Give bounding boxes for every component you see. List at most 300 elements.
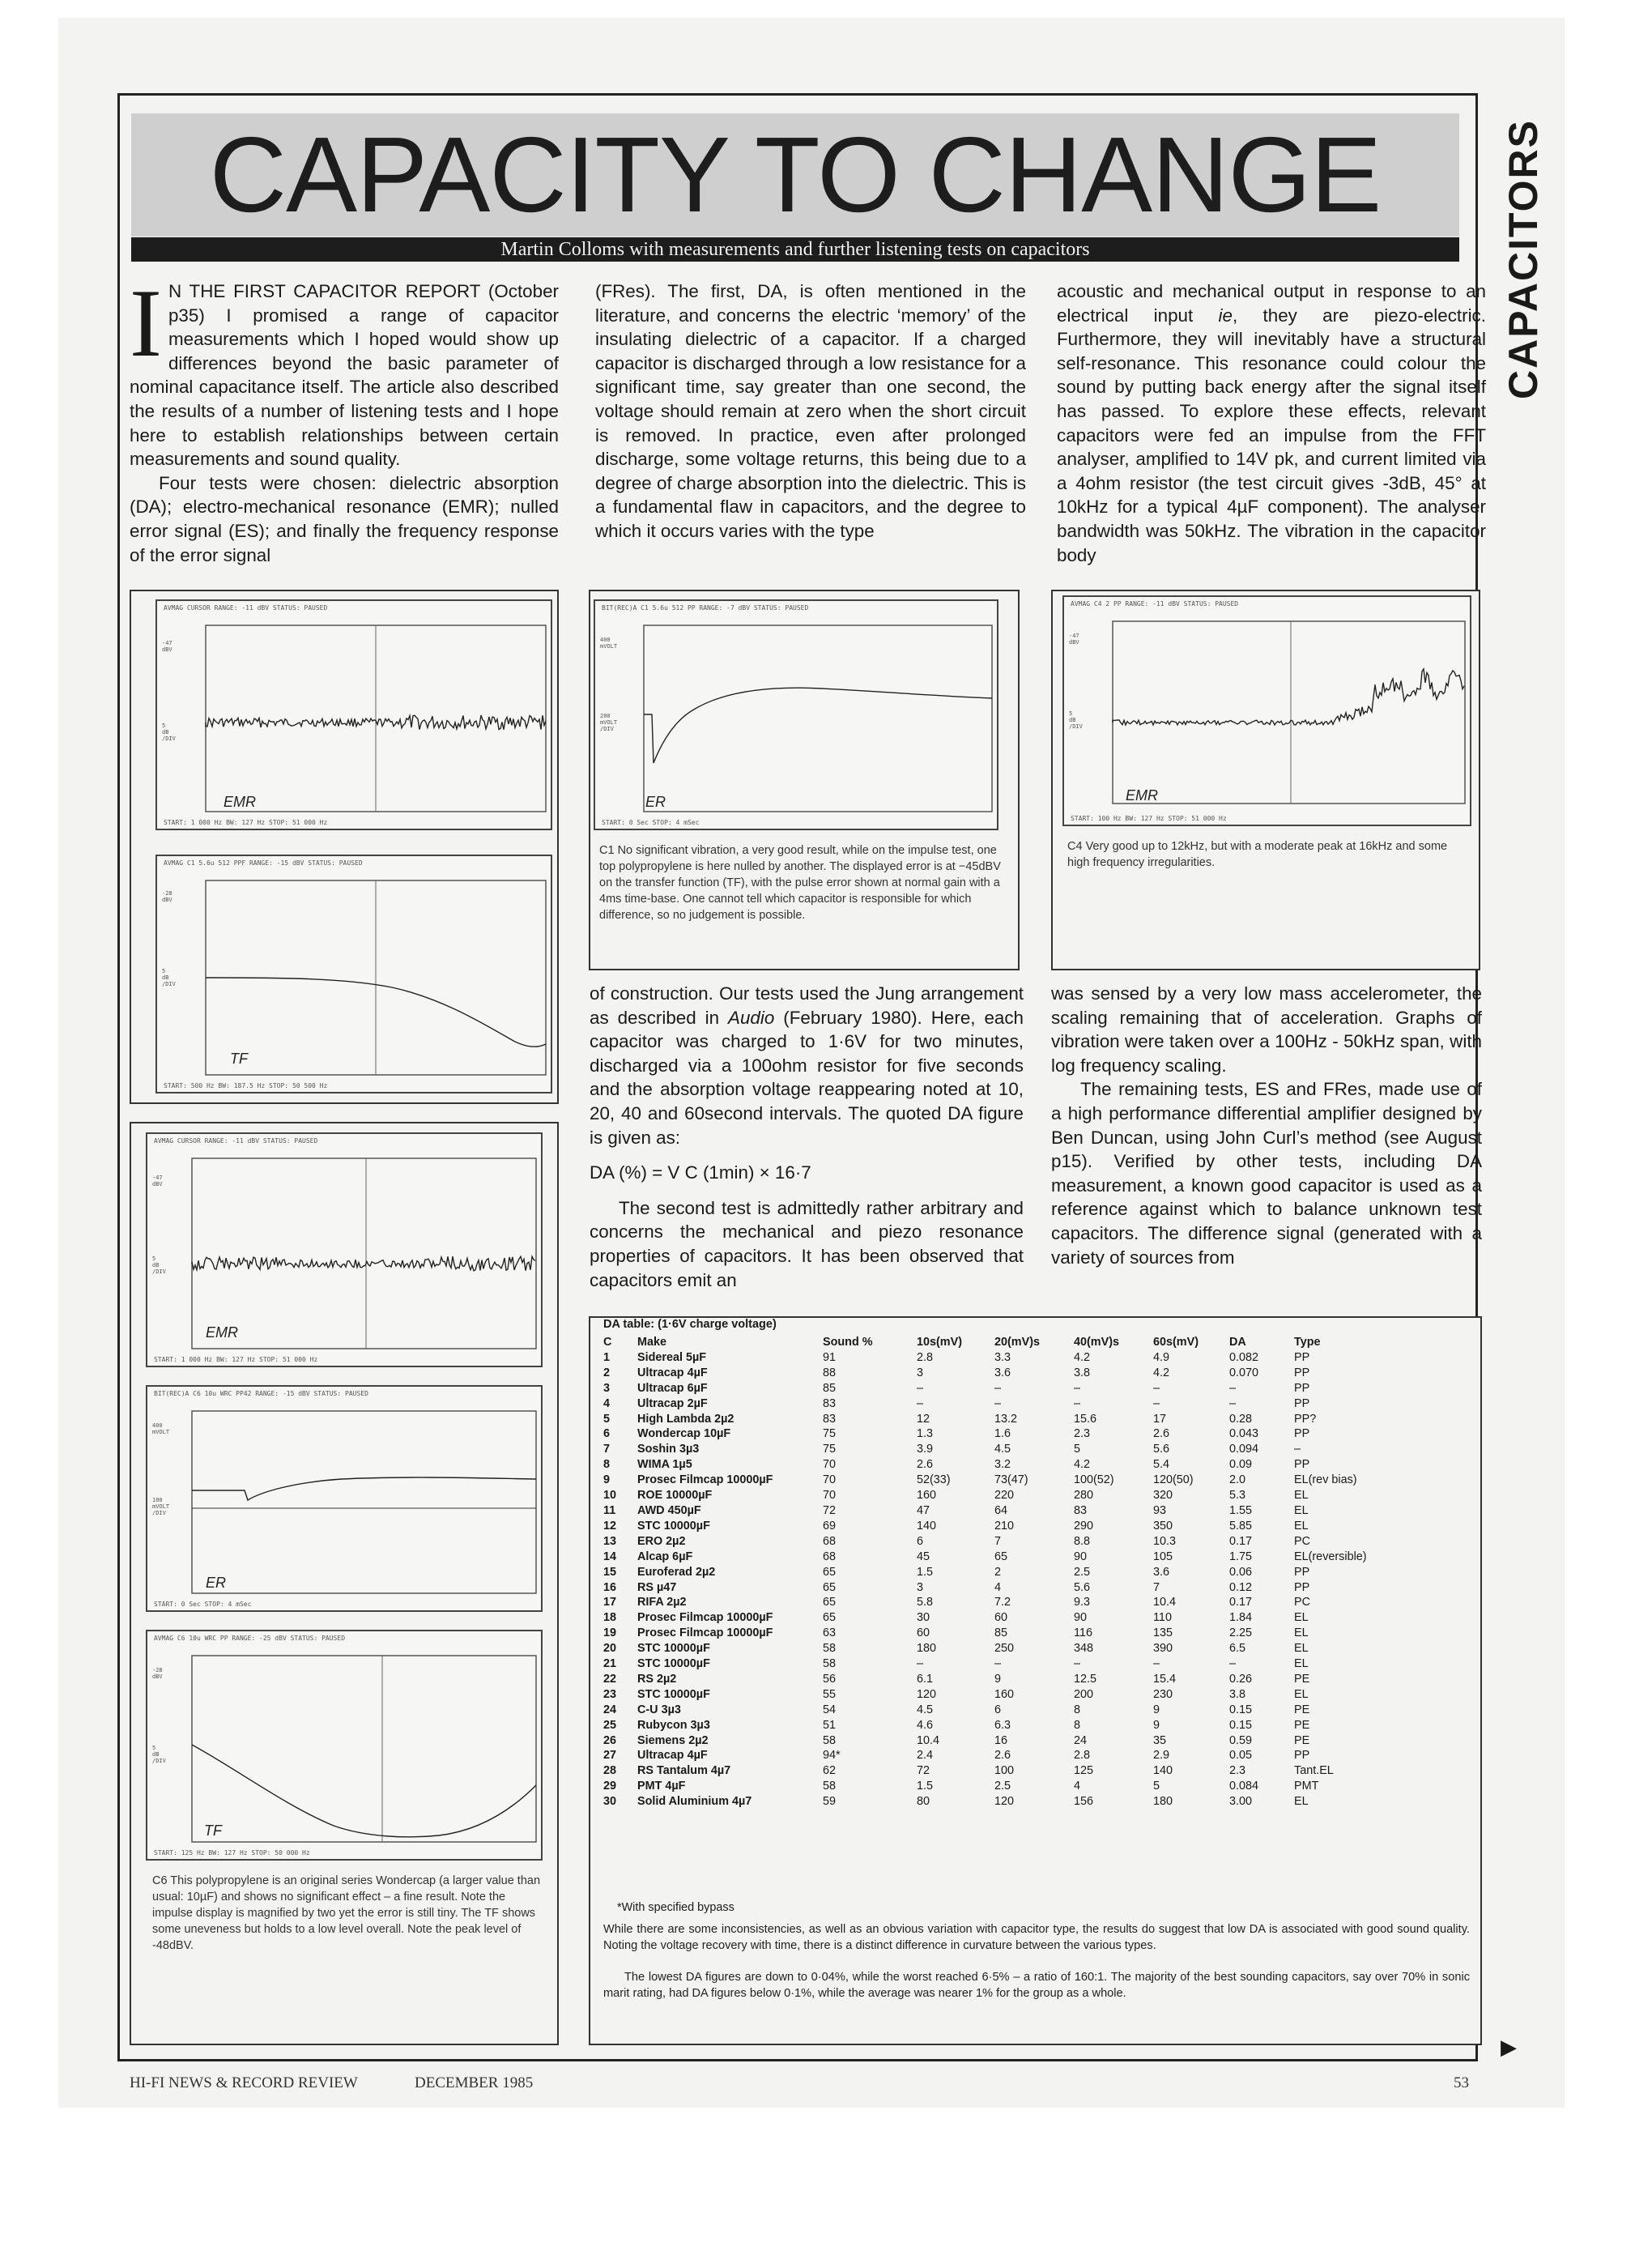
- footer-date: DECEMBER 1985: [415, 2074, 534, 2091]
- table-cell: 200: [1074, 1687, 1094, 1701]
- scope-emr-top-left: AVMAG CURSOR RANGE: -11 dBV STATUS: PAUSED -47 dBV 5 dB /DIV EMR START: 1 000 Hz BW: 127 Hz STOP: 51 000 Hz: [155, 599, 552, 830]
- table-cell: 4: [994, 1580, 1002, 1594]
- table-cell: PP: [1294, 1396, 1310, 1410]
- table-cell: 10: [603, 1489, 617, 1503]
- table-header-cell: 10s(mV): [917, 1336, 962, 1349]
- table-cell: –: [1229, 1381, 1237, 1395]
- table-cell-make: ERO 2µ2: [637, 1534, 686, 1548]
- table-cell: 54: [823, 1703, 837, 1716]
- table-cell: 60: [994, 1611, 1008, 1625]
- table-cell: 15.6: [1074, 1412, 1097, 1426]
- table-cell: 10.4: [917, 1733, 940, 1747]
- table-cell-make: PMT 4µF: [637, 1780, 686, 1793]
- table-cell: PC: [1294, 1534, 1310, 1548]
- table-header-cell: C: [603, 1336, 612, 1349]
- table-cell-make: Wondercap 10µF: [637, 1427, 731, 1441]
- table-cell: 220: [994, 1489, 1015, 1503]
- table-cell: –: [994, 1381, 1002, 1395]
- table-cell: 5: [1153, 1780, 1160, 1793]
- footer-page-number: 53: [1454, 2074, 1469, 2091]
- table-cell: 1.75: [1229, 1550, 1253, 1563]
- table-cell: 65: [823, 1596, 837, 1609]
- table-cell: 5.3: [1229, 1489, 1246, 1503]
- table-cell: 83: [823, 1412, 837, 1426]
- table-cell: 140: [917, 1519, 937, 1533]
- table-cell: 12.5: [1074, 1672, 1097, 1686]
- table-cell: 4: [1074, 1780, 1081, 1793]
- table-cell: 7: [994, 1534, 1002, 1548]
- table-cell-make: RIFA 2µ2: [637, 1596, 687, 1609]
- scope-trace-label: EMR: [1126, 787, 1158, 804]
- paragraph: The second test is admittedly rather arbitrary and concerns the mechanical and piezo resonance properties of capacitors. It has been observed that capacitors emit an: [590, 1197, 1024, 1290]
- table-cell: 3: [917, 1366, 924, 1379]
- table-row: [603, 1595, 1419, 1610]
- table-row: [603, 1381, 1419, 1396]
- table-row: [603, 1626, 1419, 1641]
- table-cell: EL(reversible): [1294, 1550, 1367, 1563]
- scope-tf-top-left: AVMAG C1 5.6u 512 PPF RANGE: -15 dBV STATUS: PAUSED -28 dBV 5 dB /DIV TF START: 500 Hz BW: 187.5 Hz STOP: 50 500 Hz: [155, 855, 552, 1094]
- table-cell: EL: [1294, 1489, 1309, 1503]
- table-row: [603, 1733, 1419, 1749]
- table-cell: 58: [823, 1780, 837, 1793]
- table-cell: 1.6: [994, 1427, 1011, 1441]
- table-header-cell: Type: [1294, 1336, 1321, 1349]
- table-cell: 85: [994, 1626, 1008, 1640]
- table-cell: 180: [1153, 1795, 1173, 1809]
- table-cell-make: STC 10000µF: [637, 1642, 710, 1656]
- table-header-cell: Sound %: [823, 1336, 873, 1349]
- table-cell: 2.3: [1229, 1764, 1246, 1778]
- table-cell: 55: [823, 1687, 837, 1701]
- table-cell-make: STC 10000µF: [637, 1657, 710, 1671]
- intro-paragraph: [130, 269, 559, 471]
- table-row: [603, 1426, 1419, 1442]
- table-row: [603, 1396, 1419, 1412]
- table-cell: 70: [823, 1458, 837, 1472]
- table-cell: PP: [1294, 1350, 1310, 1364]
- table-cell: 120(50): [1153, 1473, 1194, 1487]
- table-cell: 280: [1074, 1489, 1094, 1503]
- table-cell: 88: [823, 1366, 837, 1379]
- table-cell-make: ROE 10000µF: [637, 1489, 713, 1503]
- table-cell: 70: [823, 1489, 837, 1503]
- table-cell: 72: [823, 1503, 837, 1517]
- table-cell: 0.26: [1229, 1672, 1253, 1686]
- da-formula: DA (%) = V C (1min) × 16·7: [590, 1162, 811, 1183]
- table-cell: 6.5: [1229, 1642, 1246, 1656]
- table-row: [603, 1366, 1419, 1381]
- paragraph: (FRes). The first, DA, is often mentioned in the literature, and concerns the electric ‘memory’ of the insulating dielectric of a capacitor. If a charged capacitor is discharged through a low resistance for a significant time, say greater than one second, the voltage should remain at zero when the short circuit is removed. In practice, even after prolonged discharge, some voltage returns, this being due to a degree of charge absorption into the dielectric. This is a fundamental flaw in capacitors, and the degree to which it occurs varies with the type: [595, 281, 1026, 541]
- table-cell: 0.17: [1229, 1534, 1253, 1548]
- table-row: [603, 1718, 1419, 1733]
- column-2-bottom: [590, 982, 1024, 1292]
- table-cell: 0.094: [1229, 1443, 1259, 1456]
- scope-trace-label: ER: [645, 794, 666, 810]
- scope-trace-label: TF: [204, 1823, 222, 1839]
- table-row: [603, 1350, 1419, 1366]
- table-header-cell: DA: [1229, 1336, 1246, 1349]
- table-cell: 4.5: [917, 1703, 934, 1716]
- table-header-cell: 20(mV)s: [994, 1336, 1040, 1349]
- table-cell-make: C-U 3µ3: [637, 1703, 681, 1716]
- table-cell: 65: [823, 1580, 837, 1594]
- table-cell: 5.8: [917, 1596, 934, 1609]
- table-cell: 1.84: [1229, 1611, 1253, 1625]
- table-cell: 6: [917, 1534, 924, 1548]
- table-cell: –: [1294, 1443, 1301, 1456]
- table-row: [603, 1794, 1419, 1810]
- table-cell: 3.2: [994, 1458, 1011, 1472]
- table-cell: EL: [1294, 1795, 1309, 1809]
- table-cell: PC: [1294, 1596, 1310, 1609]
- table-cell: 2.0: [1229, 1473, 1246, 1487]
- table-cell-make: STC 10000µF: [637, 1687, 710, 1701]
- table-cell: 4.6: [917, 1718, 934, 1732]
- table-cell: 180: [917, 1642, 937, 1656]
- table-cell: 91: [823, 1350, 837, 1364]
- table-cell: PE: [1294, 1733, 1310, 1747]
- table-cell: 100: [994, 1764, 1015, 1778]
- table-cell: 1.55: [1229, 1503, 1253, 1517]
- table-row: [603, 1779, 1419, 1794]
- table-cell: 6: [994, 1703, 1002, 1716]
- table-cell-make: Ultracap 2µF: [637, 1396, 708, 1410]
- table-cell-make: Prosec Filmcap 10000µF: [637, 1611, 773, 1625]
- table-cell: 0.15: [1229, 1718, 1253, 1732]
- table-cell: 11: [603, 1503, 616, 1517]
- table-note: While there are some inconsistencies, as well as an obvious variation with capacitor type, the results do suggest that low DA is associated with good sound quality. Noting the voltage recovery with time, there is a distinct difference in curvature between the various types.: [603, 1923, 1470, 1952]
- table-cell-make: STC 10000µF: [637, 1519, 710, 1533]
- table-cell: 125: [1074, 1764, 1094, 1778]
- table-cell: PE: [1294, 1703, 1310, 1716]
- table-cell: 250: [994, 1642, 1015, 1656]
- table-cell: 21: [603, 1657, 617, 1671]
- table-cell: 2.8: [917, 1350, 934, 1364]
- table-cell: 59: [823, 1795, 837, 1809]
- table-cell: 8: [603, 1458, 611, 1472]
- table-cell: 2.6: [917, 1458, 934, 1472]
- table-cell: 0.082: [1229, 1350, 1259, 1364]
- table-cell: 3.00: [1229, 1795, 1253, 1809]
- paragraph: acoustic and mechanical output in response to an electrical input ie, they are piezo-electric. Furthermore, they will inevitably have a structural self-resonance. This resonance could colour the sound by putting back energy after the signal itself has passed. To explore these effects, relevant capacitors were fed an impulse from the FFT analyser, amplified to 14V pk, and current limited via a 4ohm resistor (the test circuit gives -3dB, 45° at 10kHz for a typical 4µF component). The analyser bandwidth was 50kHz. The vibration in the capacitor body: [1057, 281, 1486, 565]
- table-cell: 8: [1074, 1703, 1081, 1716]
- table-cell-make: Rubycon 3µ3: [637, 1718, 710, 1732]
- table-cell: 0.06: [1229, 1565, 1253, 1579]
- scope-er-c1: BIT(REC)A C1 5.6u 512 PP RANGE: -7 dBV STATUS: PAUSED 400 mVOLT 200 mVOLT /DIV ER START: 0 Sec STOP: 4 mSec: [594, 599, 998, 830]
- table-cell: 7: [603, 1443, 611, 1456]
- table-cell: 60: [917, 1626, 930, 1640]
- table-cell: 0.17: [1229, 1596, 1253, 1609]
- table-cell: 64: [994, 1503, 1008, 1517]
- table-cell: –: [1153, 1396, 1160, 1410]
- table-cell: –: [1229, 1396, 1237, 1410]
- table-cell: PE: [1294, 1672, 1310, 1686]
- table-cell: PP: [1294, 1427, 1310, 1441]
- table-cell: 4.9: [1153, 1350, 1170, 1364]
- table-cell: 90: [1074, 1611, 1088, 1625]
- table-cell: 17: [1153, 1412, 1167, 1426]
- table-cell: 2: [603, 1366, 611, 1379]
- table-cell: 135: [1153, 1626, 1173, 1640]
- table-cell-make: Ultracap 4µF: [637, 1366, 708, 1379]
- table-cell: 2.8: [1074, 1749, 1091, 1763]
- table-row: [603, 1412, 1419, 1427]
- table-cell: –: [1074, 1396, 1081, 1410]
- table-cell: 14: [603, 1550, 617, 1563]
- table-cell: 2.5: [1074, 1565, 1091, 1579]
- table-cell: 52(33): [917, 1473, 951, 1487]
- table-cell: 350: [1153, 1519, 1173, 1533]
- table-cell: 35: [1153, 1733, 1167, 1747]
- table-cell: 390: [1153, 1642, 1173, 1656]
- table-cell: 120: [917, 1687, 937, 1701]
- table-cell: 51: [823, 1718, 837, 1732]
- table-cell: 2.3: [1074, 1427, 1091, 1441]
- table-cell: 3.3: [994, 1350, 1011, 1364]
- table-row: [603, 1672, 1419, 1687]
- table-cell: 1.5: [917, 1565, 934, 1579]
- table-cell: 20: [603, 1642, 617, 1656]
- table-cell: 83: [823, 1396, 837, 1410]
- table-cell: EL: [1294, 1642, 1309, 1656]
- table-cell: 116: [1074, 1626, 1092, 1640]
- table-cell: 7: [1153, 1580, 1160, 1594]
- table-cell: 85: [823, 1381, 837, 1395]
- table-cell: –: [1074, 1381, 1081, 1395]
- table-cell-make: Euroferad 2µ2: [637, 1565, 716, 1579]
- table-cell: 320: [1153, 1489, 1173, 1503]
- table-cell: 15: [603, 1565, 617, 1579]
- table-cell: 80: [917, 1795, 930, 1809]
- table-cell: PP: [1294, 1458, 1310, 1472]
- table-row: [603, 1550, 1419, 1565]
- scope-emr-c4: AVMAG C4 2 PP RANGE: -11 dBV STATUS: PAUSED -47 dBV 5 dB /DIV EMR START: 100 Hz BW: 127 Hz STOP: 51 000 Hz: [1062, 595, 1471, 826]
- table-cell: 2: [994, 1565, 1002, 1579]
- table-cell: PP: [1294, 1381, 1310, 1395]
- table-cell: 100(52): [1074, 1473, 1114, 1487]
- table-row: [603, 1687, 1419, 1703]
- table-cell: Tant.EL: [1294, 1764, 1334, 1778]
- table-cell: 28: [603, 1764, 617, 1778]
- table-cell: 3.6: [1153, 1565, 1170, 1579]
- table-row: [603, 1519, 1419, 1534]
- table-cell: 5: [603, 1412, 611, 1426]
- table-row: [603, 1565, 1419, 1580]
- table-cell: 30: [917, 1611, 930, 1625]
- table-cell: 3.8: [1074, 1366, 1091, 1379]
- scope-tf-c6: AVMAG C6 10u WRC PP RANGE: -25 dBV STATUS: PAUSED -28 dBV 5 dB /DIV TF START: 125 Hz BW: 127 Hz STOP: 50 000 Hz: [146, 1630, 543, 1861]
- table-cell: 26: [603, 1733, 617, 1747]
- table-cell: –: [994, 1396, 1002, 1410]
- table-cell: PE: [1294, 1718, 1310, 1732]
- table-cell: 24: [1074, 1733, 1088, 1747]
- table-cell: 2.5: [994, 1780, 1011, 1793]
- table-cell: 8.8: [1074, 1534, 1091, 1548]
- table-cell: 68: [823, 1550, 837, 1563]
- footer-publication: HI-FI NEWS & RECORD REVIEW: [130, 2074, 358, 2091]
- table-cell: 8: [1074, 1718, 1081, 1732]
- table-footnote: *With specified bypass: [617, 1901, 734, 1914]
- table-cell: 16: [994, 1733, 1008, 1747]
- table-cell: 10.4: [1153, 1596, 1177, 1609]
- table-row: [603, 1656, 1419, 1672]
- table-cell: 5.6: [1153, 1443, 1170, 1456]
- table-row: [603, 1641, 1419, 1656]
- table-cell: 30: [603, 1795, 617, 1809]
- table-cell: 63: [823, 1626, 837, 1640]
- table-cell: 24: [603, 1703, 617, 1716]
- table-cell: 4: [603, 1396, 611, 1410]
- table-cell: –: [1229, 1657, 1237, 1671]
- headline: CAPACITY TO CHANGE: [209, 115, 1382, 234]
- table-cell: 3.6: [994, 1366, 1011, 1379]
- table-row: [603, 1580, 1419, 1596]
- table-cell: 17: [603, 1596, 617, 1609]
- table-cell: –: [1153, 1381, 1160, 1395]
- table-cell: 12: [603, 1519, 617, 1533]
- table-cell: 120: [994, 1795, 1015, 1809]
- table-cell: EL: [1294, 1687, 1309, 1701]
- table-cell: 160: [917, 1489, 937, 1503]
- section-tag: [1501, 89, 1546, 429]
- table-cell: –: [1074, 1657, 1081, 1671]
- table-cell: 1.3: [917, 1427, 934, 1441]
- caption-c6: C6 This polypropylene is an original series Wondercap (a larger value than usual: 10µF) and shows no significant effect – a fine result. Note the impulse display is magnified by two yet the error is still tiny. The TF shows some uneveness but holds to a low level overall. Note the peak level of -48dBV.: [152, 1874, 541, 1952]
- scope-trace-label: ER: [206, 1575, 227, 1591]
- paragraph: Four tests were chosen: dielectric absorption (DA); electro-mechanical resonance (EMR); nulled error signal (ES); and finally the frequency response of the error signal: [130, 472, 559, 565]
- table-cell: 23: [603, 1687, 617, 1701]
- table-cell: 65: [823, 1565, 837, 1579]
- table-cell: 69: [823, 1519, 837, 1533]
- table-cell: EL: [1294, 1626, 1309, 1640]
- table-cell: EL: [1294, 1519, 1309, 1533]
- table-cell: 7.2: [994, 1596, 1011, 1609]
- table-cell: 1.5: [917, 1780, 934, 1793]
- table-cell: 12: [917, 1412, 930, 1426]
- table-cell: PP: [1294, 1749, 1310, 1763]
- table-cell: 72: [917, 1764, 930, 1778]
- table-cell: EL(rev bias): [1294, 1473, 1357, 1487]
- table-cell: 65: [994, 1550, 1008, 1563]
- table-cell: PP: [1294, 1580, 1310, 1594]
- table-cell: –: [1153, 1657, 1160, 1671]
- table-cell: 25: [603, 1718, 617, 1732]
- table-cell: 230: [1153, 1687, 1173, 1701]
- table-cell: 45: [917, 1550, 930, 1563]
- table-cell-make: Sidereal 5µF: [637, 1350, 707, 1364]
- table-cell: 9.3: [1074, 1596, 1091, 1609]
- table-cell: 9: [1153, 1718, 1160, 1732]
- scope-er-c6: BIT(REC)A C6 10u WRC PP42 RANGE: -15 dBV STATUS: PAUSED 400 mVOLT 100 mVOLT /DIV ER START: 0 Sec STOP: 4 mSec: [146, 1385, 543, 1612]
- intro-text: N THE FIRST CAPACITOR REPORT (October p35) I promised a range of capacitor measurements which I hoped would show up differences beyond the basic parameter of nominal capacitance itself. The article also described the results of a number of listening tests and I hope here to establish relationships between certain measurements and sound quality.: [130, 281, 559, 470]
- table-row: [603, 1748, 1419, 1763]
- table-row: [603, 1503, 1419, 1519]
- table-cell: 290: [1074, 1519, 1094, 1533]
- table-cell: 4.2: [1153, 1366, 1170, 1379]
- table-cell: PP: [1294, 1366, 1310, 1379]
- table-cell: 6.1: [917, 1672, 934, 1686]
- table-cell: 3.8: [1229, 1687, 1246, 1701]
- table-cell: 5.6: [1074, 1580, 1091, 1594]
- table-cell: 156: [1074, 1795, 1094, 1809]
- table-cell-make: Solid Aluminium 4µ7: [637, 1795, 752, 1809]
- table-cell: 2.4: [917, 1749, 934, 1763]
- table-cell-make: Siemens 2µ2: [637, 1733, 709, 1747]
- table-cell: 83: [1074, 1503, 1088, 1517]
- table-cell: 13: [603, 1534, 617, 1548]
- table-cell: 210: [994, 1519, 1015, 1533]
- table-cell: 5.85: [1229, 1519, 1253, 1533]
- table-cell-make: WIMA 1µ5: [637, 1458, 692, 1472]
- table-cell: 13.2: [994, 1412, 1018, 1426]
- table-row: [603, 1610, 1419, 1626]
- table-cell: 18: [603, 1611, 617, 1625]
- table-cell: 65: [823, 1611, 837, 1625]
- standfirst: Martin Colloms with measurements and further listening tests on capacitors: [131, 237, 1459, 262]
- table-cell: 22: [603, 1672, 617, 1686]
- table-cell: 29: [603, 1780, 617, 1793]
- table-cell: 0.59: [1229, 1733, 1253, 1747]
- table-cell: 4.2: [1074, 1458, 1091, 1472]
- table-cell-make: RS 2µ2: [637, 1672, 677, 1686]
- table-row: [603, 1763, 1419, 1779]
- table-cell: 2.6: [1153, 1427, 1170, 1441]
- table-cell: 56: [823, 1672, 837, 1686]
- table-row: [603, 1703, 1419, 1718]
- table-cell: 3.9: [917, 1443, 934, 1456]
- table-cell: EL: [1294, 1657, 1309, 1671]
- table-cell: 160: [994, 1687, 1015, 1701]
- table-cell: –: [917, 1381, 924, 1395]
- scope-emr-c6: AVMAG CURSOR RANGE: -11 dBV STATUS: PAUSED -47 dBV 5 dB /DIV EMR START: 1 000 Hz BW: 127 Hz STOP: 51 000 Hz: [146, 1132, 543, 1367]
- table-cell: 15.4: [1153, 1672, 1177, 1686]
- table-cell: 68: [823, 1534, 837, 1548]
- table-cell: PP?: [1294, 1412, 1317, 1426]
- paragraph: of construction. Our tests used the Jung arrangement as described in Audio (February 1980). Here, each capacitor was charged to 1·6V for two minutes, discharged via a 100ohm resistor for five seconds and the absorption voltage reappearing noted at 10, 20, 40 and 60second intervals. The quoted DA figure is given as:: [590, 983, 1024, 1148]
- scope-trace-label: EMR: [224, 794, 256, 810]
- column-1-top: [130, 269, 559, 567]
- table-cell: 47: [917, 1503, 930, 1517]
- table-cell: 110: [1153, 1611, 1172, 1625]
- table-cell: 0.28: [1229, 1412, 1253, 1426]
- table-row: [603, 1473, 1419, 1488]
- table-cell: 5.4: [1153, 1458, 1170, 1472]
- table-cell-make: Alcap 6µF: [637, 1550, 693, 1563]
- table-cell-make: Prosec Filmcap 10000µF: [637, 1626, 773, 1640]
- table-cell: 10.3: [1153, 1534, 1177, 1548]
- table-cell: 0.15: [1229, 1703, 1253, 1716]
- table-note: The lowest DA figures are down to 0·04%, while the worst reached 6·5% – a ratio of 160:1. The majority of the best sounding capacitors, say over 70% in sonic marit rating, had DA figures below 0·1%, while the average was nearer 1% for the group as a whole.: [603, 1971, 1470, 2000]
- table-cell: 16: [603, 1580, 617, 1594]
- table-cell: 19: [603, 1626, 617, 1640]
- table-cell: 4.2: [1074, 1350, 1091, 1364]
- table-header-cell: 40(mV)s: [1074, 1336, 1119, 1349]
- table-cell: 1: [603, 1350, 611, 1364]
- table-cell: 3: [917, 1580, 924, 1594]
- column-3-top: [1057, 279, 1486, 567]
- table-row: [603, 1457, 1419, 1473]
- table-cell: 0.084: [1229, 1780, 1259, 1793]
- table-cell: 2.6: [994, 1749, 1011, 1763]
- table-cell: –: [994, 1657, 1002, 1671]
- da-table: [603, 1335, 1419, 1810]
- table-cell: 58: [823, 1657, 837, 1671]
- table-cell-make: RS Tantalum 4µ7: [637, 1764, 731, 1778]
- table-cell: 2.9: [1153, 1749, 1170, 1763]
- column-2-top: [595, 279, 1026, 544]
- scope-trace-label: EMR: [206, 1324, 238, 1341]
- table-cell-make: Prosec Filmcap 10000µF: [637, 1473, 773, 1487]
